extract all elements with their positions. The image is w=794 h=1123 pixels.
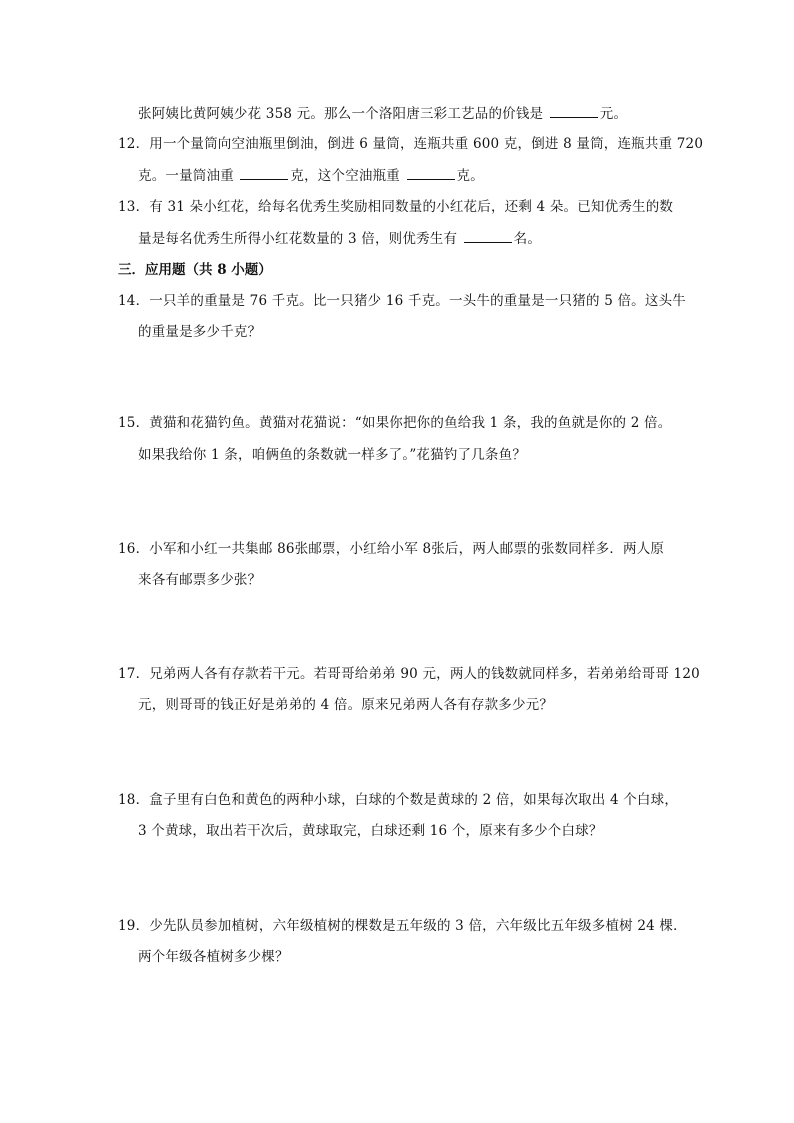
question-text: 一只羊的重量是 76 千克。比一只猪少 16 千克。一头牛的重量是一只猪的 5 倍。这头牛 (149, 293, 686, 309)
question-text: 盒子里有白色和黄色的两种小球，白球的个数是黄球的 2 倍，如果每次取出 4 个白球， (149, 792, 679, 808)
question-12-line2 (138, 165, 484, 186)
question-13-line2 (138, 228, 541, 249)
question-number: 15． (118, 415, 150, 431)
q11-continuation (138, 103, 627, 124)
question-text: 小军和小红一共集邮 86张邮票，小红给小军 8张后，两人邮票的张数同样多．两人原 (149, 541, 665, 557)
question-text: 克。 (456, 168, 484, 184)
question-14-line2: 的重量是多少千克？ (138, 324, 262, 340)
question-text: 克。一量筒油重 (138, 168, 234, 184)
q11-answer-blank[interactable] (550, 103, 598, 118)
q12-answer-blank-2[interactable] (407, 165, 455, 180)
question-16-line2: 来各有邮票多少张？ (138, 572, 262, 588)
question-17-line1 (118, 664, 700, 684)
question-text: 有 31 朵小红花，给每名优秀生奖励相同数量的小红花后，还剩 4 朵。已知优秀生的数 (149, 199, 674, 215)
question-19-line2: 两个年级各植树多少棵？ (138, 949, 289, 965)
question-16-line1 (118, 539, 664, 559)
section-heading: 三．应用题（共 8 小题） (118, 262, 272, 278)
q11-unit: 元。 (599, 106, 628, 122)
question-text: 兄弟两人各有存款若干元。若哥哥给弟弟 90 元，两人的钱数就同样多，若弟弟给哥哥 120 (149, 666, 700, 682)
question-12-line1 (118, 134, 703, 154)
q12-answer-blank-1[interactable] (240, 165, 288, 180)
question-text: 名。 (513, 231, 542, 247)
question-text: 少先队员参加植树，六年级植树的棵数是五年级的 3 倍，六年级比五年级多植树 24 棵． (149, 918, 687, 934)
question-text: 黄猫和花猫钓鱼。黄猫对花猫说：“如果你把你的鱼给我 1 条，我的鱼就是你的 2 倍。 (149, 415, 672, 431)
question-14-line1 (118, 291, 686, 311)
question-text: 用一个量筒向空油瓶里倒油，倒进 6 量筒，连瓶共重 600 克，倒进 8 量筒，连瓶共重 720 (149, 136, 704, 152)
question-number: 16． (118, 541, 150, 557)
question-15-line1 (118, 413, 671, 433)
question-number: 18． (118, 792, 150, 808)
question-text: 量是每名优秀生所得小红花数量的 3 倍，则优秀生有 (138, 231, 458, 247)
question-18-line2: 3 个黄球，取出若干次后，黄球取完，白球还剩 16 个，原来有多少个白球？ (138, 823, 603, 839)
q11-text: 张阿姨比黄阿姨少花 358 元。那么一个洛阳唐三彩工艺品的价钱是 (138, 106, 544, 122)
question-number: 13． (118, 199, 150, 215)
question-13-line1 (118, 197, 673, 217)
q13-answer-blank[interactable] (464, 228, 512, 243)
question-15-line2: 如果我给你 1 条，咱俩鱼的条数就一样多了。”花猫钓了几条鱼？ (138, 447, 527, 463)
question-number: 17． (118, 666, 150, 682)
question-19-line1 (118, 916, 687, 936)
question-number: 19． (118, 918, 150, 934)
question-17-line2: 元，则哥哥的钱正好是弟弟的 4 倍。原来兄弟两人各有存款多少元？ (138, 697, 554, 713)
question-18-line1 (118, 790, 678, 810)
question-text: 克，这个空油瓶重 (290, 168, 401, 184)
question-number: 14． (118, 293, 150, 309)
question-number: 12． (118, 136, 150, 152)
